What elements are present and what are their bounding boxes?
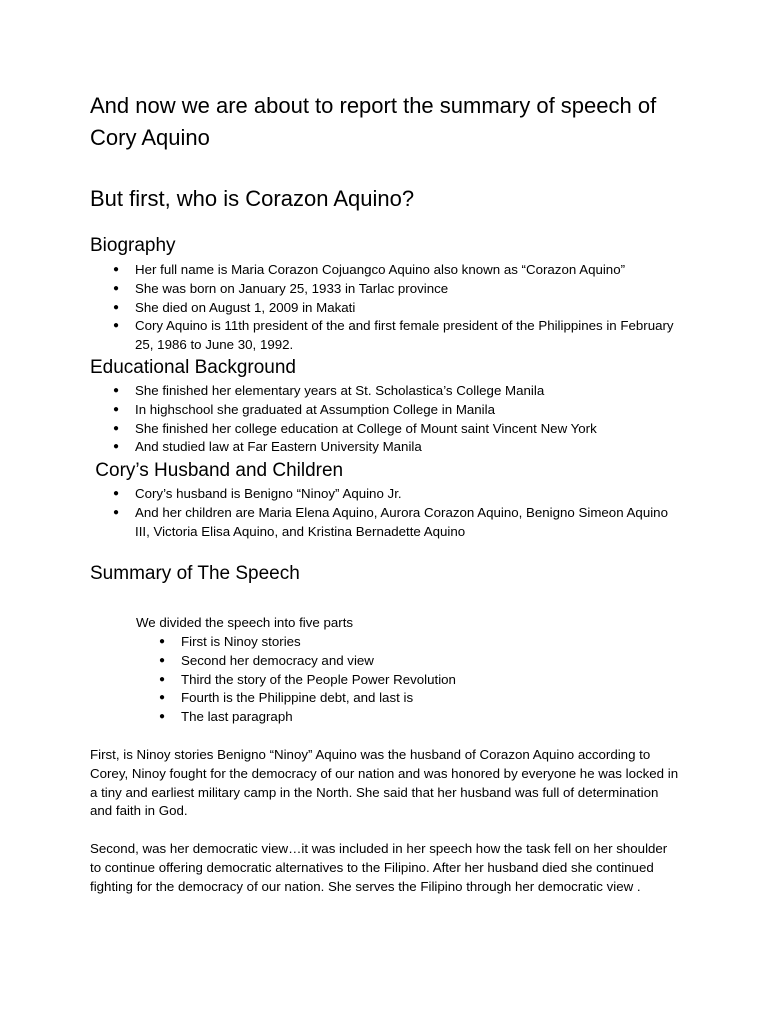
list-item [90, 382, 680, 401]
list-item-text: Her full name is Maria Corazon Cojuangco Aquino also known as “Corazon Aquino” [135, 262, 626, 277]
document-title: And now we are about to report the summary of speech of Cory Aquino [90, 93, 657, 150]
list-item-text: And her children are Maria Elena Aquino, Aurora Corazon Aquino, Benigno Simeon Aquino III, Victoria Elisa Aquino, and Kristina Bernadette Aquino [135, 504, 668, 539]
list-item [136, 671, 656, 690]
list-item-text: Cory’s husband is Benigno “Ninoy” Aquino Jr. [135, 486, 402, 501]
list-item-text: In highschool she graduated at Assumption College in Manila [135, 401, 495, 417]
bullet-icon: ● [113, 441, 120, 453]
list-item [90, 317, 680, 355]
list-item [136, 708, 656, 727]
list-item [90, 504, 680, 542]
list-item-text: Cory Aquino is 11th president of the and first female president of the Philippines in February 25, 1986 to June 30, 1992. [135, 318, 674, 353]
list-item [90, 280, 680, 299]
list-item-text: She died on August 1, 2009 in Makati [135, 299, 356, 315]
summary-heading: Summary of The Speech [90, 563, 300, 584]
bullet-icon: ● [113, 488, 120, 499]
list-item-text: Fourth is the Philippine debt, and last is [181, 690, 414, 706]
list-item-text: The last paragraph [181, 709, 293, 725]
bullet-icon: ● [113, 403, 120, 415]
list-item [136, 652, 656, 671]
list-item [90, 261, 680, 280]
list-item [90, 401, 680, 420]
education-list [90, 382, 680, 457]
bullet-icon: ● [113, 320, 120, 332]
bullet-icon: ● [113, 282, 120, 294]
list-item [136, 633, 656, 652]
biography-heading: Biography [90, 235, 176, 256]
intro-question-heading: But first, who is Corazon Aquino? [90, 186, 415, 211]
biography-list [90, 261, 680, 355]
summary-paragraph-democratic-view: Second, was her democratic view…it was included in her speech how the task fell on her shoulder to continue offering democratic alternatives to the Filipino. After her husband died she continued fighting for the democracy of our nation. She serves the Filipino through her democratic view . [90, 841, 668, 894]
bullet-icon: ● [113, 301, 120, 313]
bullet-icon: ● [159, 673, 166, 685]
list-item-text: She was born on January 25, 1933 in Tarlac province [135, 280, 449, 296]
list-item-text: First is Ninoy stories [181, 634, 301, 649]
list-item [90, 420, 680, 439]
bullet-icon: ● [113, 506, 120, 518]
list-item [90, 485, 680, 504]
list-item [90, 299, 680, 318]
bullet-icon: ● [113, 385, 120, 396]
summary-lead-text: We divided the speech into five parts [136, 615, 354, 630]
list-item-text: Second her democracy and view [181, 652, 374, 668]
list-item-text: And studied law at Far Eastern University Manila [135, 439, 422, 455]
bullet-icon: ● [159, 692, 166, 704]
bullet-icon: ● [159, 711, 166, 723]
family-heading: Cory’s Husband and Children [90, 460, 344, 481]
list-item-text: Third the story of the People Power Revolution [181, 671, 456, 687]
summary-parts-list [136, 633, 656, 727]
summary-paragraph-ninoy: First, is Ninoy stories Benigno “Ninoy” Aquino was the husband of Corazon Aquino according to Corey, Ninoy fought for the democracy of our nation and was honored by everyone he was locked in a tiny and earliest military camp in the North. She said that her husband was full of determination and faith in God. [90, 747, 679, 819]
bullet-icon: ● [113, 422, 120, 434]
bullet-icon: ● [159, 636, 166, 647]
list-item [90, 438, 680, 457]
bullet-icon: ● [113, 264, 120, 275]
list-item-text: She finished her elementary years at St. Scholastica’s College Manila [135, 383, 545, 398]
family-list [90, 485, 680, 541]
list-item [136, 689, 656, 708]
education-heading: Educational Background [90, 357, 296, 378]
bullet-icon: ● [159, 654, 166, 666]
list-item-text: She finished her college education at College of Mount saint Vincent New York [135, 420, 597, 436]
